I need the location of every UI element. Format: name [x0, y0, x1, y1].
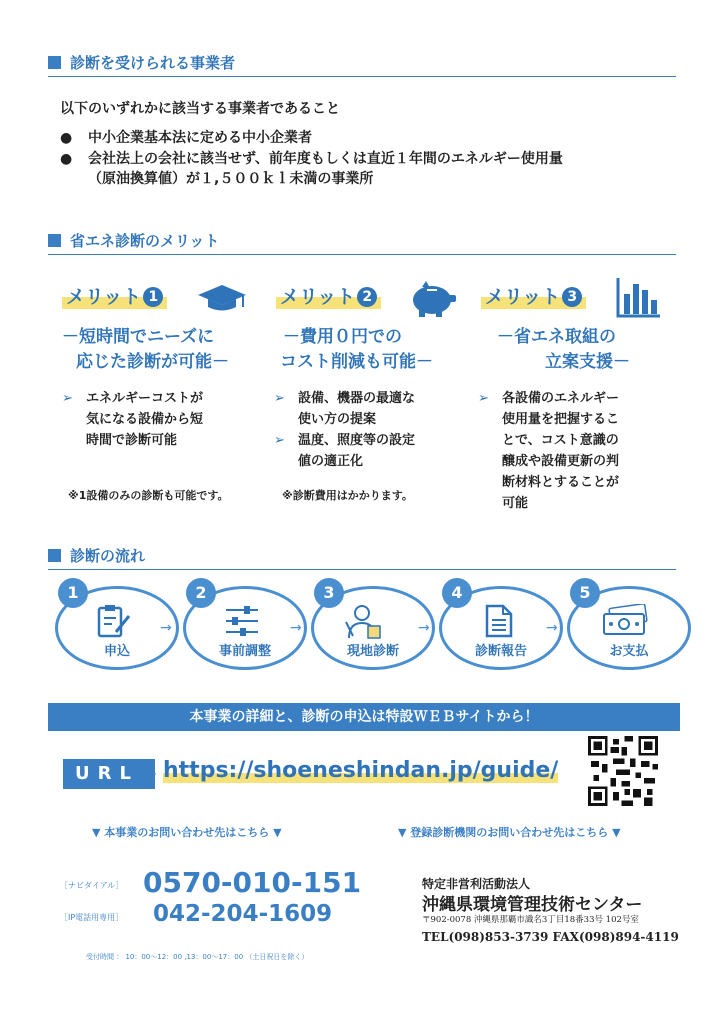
ip-phone-tag: ［IP電話用専用］ — [60, 913, 124, 922]
flow-step-number: 5 — [570, 578, 600, 608]
merit-item-text: 時間で診断可能 — [86, 433, 178, 448]
merit-item-text: 使用量を把握するこ — [502, 412, 620, 427]
section-heading: 省エネ診断のメリット — [70, 232, 220, 250]
flow-step-number: 4 — [442, 578, 472, 608]
merit-item-text: 値の適正化 — [298, 454, 364, 469]
merit-note: ※1設備のみの診断も可能です。 — [68, 489, 229, 502]
guide-url-link[interactable]: https://shoeneshindan.jp/guide/ — [163, 758, 559, 783]
flow-step-number: 3 — [314, 578, 344, 608]
merit-item-text: 断材料とすることが — [502, 475, 620, 490]
merit-item-text: 温度、照度等の設定 — [298, 433, 416, 448]
contact-caption-left: ▼ 本事業のお問い合わせ先はこちら ▼ — [92, 826, 282, 839]
section-heading: 診断の流れ — [70, 547, 146, 565]
bullet-dot: ● — [60, 151, 73, 167]
bar-chart-icon — [616, 276, 662, 318]
eligible-section-header — [48, 52, 676, 77]
money-icon — [602, 604, 650, 636]
bullet-text: 中小企業基本法に定める中小企業者 — [88, 130, 312, 146]
arrow-bullet-icon: ➢ — [274, 433, 285, 448]
merit-tag-2: メリット 2 — [276, 282, 381, 309]
merit-subtitle: 応じた診断が可能－ — [76, 352, 229, 372]
merit-subtitle: －費用０円での — [283, 327, 402, 347]
contact-caption-right: ▼ 登録診断機関のお問い合わせ先はこちら ▼ — [398, 826, 621, 839]
merit-section-header — [48, 230, 676, 255]
bullet-dot: ● — [60, 130, 73, 146]
merit-tag-1: メリット 1 — [62, 282, 167, 309]
sliders-icon — [224, 604, 260, 638]
ip-phone-number[interactable]: 042-204-1609 — [153, 901, 333, 927]
flow-step-label: 現地診断 — [346, 644, 399, 659]
arrow-bullet-icon: ➢ — [274, 391, 285, 406]
flow-step-label: お支払 — [609, 644, 649, 659]
merit-subtitle: 立案支援－ — [545, 352, 630, 372]
flow-step-number: 1 — [58, 578, 88, 608]
flow-step-label: 事前調整 — [218, 644, 271, 659]
website-banner: 本事業の詳細と、診断の申込は特設ＷＥＢサイトから！ — [48, 703, 680, 731]
merit-item-text: 可能 — [502, 496, 529, 511]
merit-item-text: 醸成や設備更新の判 — [502, 454, 620, 469]
merit-tag-3: メリット 3 — [481, 282, 586, 309]
arrow-bullet-icon: ➢ — [62, 391, 73, 406]
inspector-icon — [344, 604, 384, 640]
merit-item-text: とで、コスト意識の — [502, 433, 619, 448]
flow-step-label: 診断報告 — [474, 644, 527, 659]
org-name: 沖縄県環境管理技術センター — [422, 895, 643, 915]
org-type: 特定非営利活動法人 — [422, 877, 531, 891]
graduation-cap-icon — [196, 283, 248, 313]
flow-step-number: 2 — [186, 578, 216, 608]
url-tag-arrow — [140, 759, 156, 789]
document-icon — [484, 604, 514, 638]
section-square-marker — [48, 234, 61, 247]
merit-item-text: エネルギーコストが — [86, 391, 204, 406]
merit-subtitle: －短時間でニーズに — [62, 327, 215, 347]
merit-item-text: 気になる設備から短 — [86, 412, 204, 427]
reception-hours: 受付時間 ： 10：00～12：00 ,13：00～17：00 （土日祝日を除く） — [86, 953, 309, 961]
navi-dial-number[interactable]: 0570-010-151 — [143, 866, 362, 899]
org-address: 〒902-0078 沖縄県那覇市識名3丁目18番33号 102号室 — [422, 915, 639, 925]
qr-code-icon[interactable] — [588, 736, 658, 806]
navi-dial-tag: ［ナビダイアル］ — [60, 881, 124, 890]
flow-section-header — [48, 545, 676, 570]
arrow-bullet-icon: ➢ — [478, 391, 489, 406]
org-tel-fax: TEL(098)853-3739 FAX(098)894-4119 — [422, 930, 679, 944]
merit-note: ※診断費用はかかります。 — [282, 489, 413, 502]
bullet-text: 会社法上の会社に該当せず、前年度もしくは直近１年間のエネルギー使用量 — [88, 151, 563, 167]
section-square-marker — [48, 549, 61, 562]
merit-item-text: 各設備のエネルギー — [502, 391, 620, 406]
merit-subtitle: －省エネ取組の — [497, 327, 616, 347]
merit-item-text: 設備、機器の最適な — [298, 391, 416, 406]
flow-step-label: 申込 — [103, 644, 130, 659]
flow-arrow-icon: → — [290, 620, 302, 636]
clipboard-pen-icon — [96, 604, 132, 638]
bullet-text: （原油換算値）が１,５００ｋｌ未満の事業所 — [88, 171, 374, 187]
piggy-bank-icon — [408, 278, 460, 320]
flow-arrow-icon: → — [546, 620, 558, 636]
flow-arrow-icon: → — [418, 620, 430, 636]
merit-item-text: 使い方の提案 — [298, 412, 377, 427]
url-tag: URL — [63, 759, 155, 789]
eligible-intro: 以下のいずれかに該当する事業者であること — [60, 101, 340, 117]
merit-subtitle: コスト削減も可能－ — [280, 352, 433, 372]
section-square-marker — [48, 56, 61, 69]
flow-arrow-icon: → — [160, 620, 172, 636]
section-heading: 診断を受けられる事業者 — [70, 54, 236, 72]
